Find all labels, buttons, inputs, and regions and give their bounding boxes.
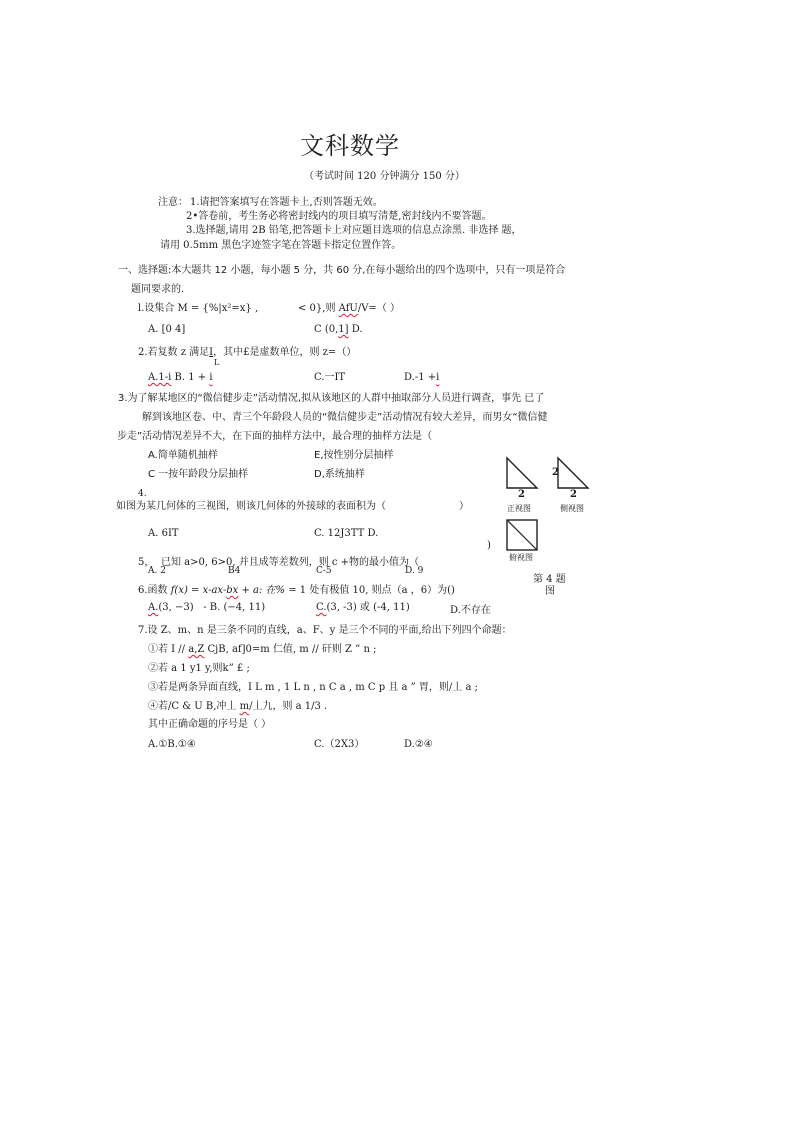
q4-option-a: A. 6IT: [148, 528, 179, 539]
side-view-triangle: [558, 458, 588, 488]
q6-options-a-b: A.(3, −3) - B. (−4, 11): [148, 602, 266, 613]
q1-option-c-d: C (0,1] D.: [314, 324, 363, 335]
q3-line-2: 解到该地区卷、中、青三个年龄段人员的“微信健步走”活动情况有较大差异，而男女“微信健: [142, 412, 548, 423]
note-3-continued: 请用 0.5mm 黑色字迹签字笔在答题卡指定位置作答。: [160, 240, 402, 251]
top-view-label: 俯视图: [509, 553, 533, 562]
q4-stray-paren: ): [487, 540, 491, 551]
side-view-label: 侧视图: [560, 504, 584, 513]
side-view-dimension: 2: [570, 489, 577, 500]
front-view-dimension: 2: [518, 489, 525, 500]
top-view-diagonal: [507, 520, 537, 550]
front-view-label: 正视图: [507, 504, 531, 513]
q7-option-d: D.②④: [404, 739, 433, 750]
q6-option-d: D.不存在: [450, 605, 491, 616]
notes-label: 注意：: [158, 197, 188, 208]
q5-number: 5，: [138, 557, 155, 568]
note-2: 2•答卷前，考生务必将密封线内的项目填写清楚,密封线内不要答题。: [186, 211, 492, 222]
q7-proposition-3: ③若是两条异面直线，I L m , 1 L n , n C a , m C p 且 a ” 胃，则/丄 a ;: [148, 682, 478, 693]
q5-stem: 已知 a>0, 6>0, 并且成等差数列，则 c +物的最小值为（: [161, 557, 420, 568]
section-heading: 一、选择题:本大题共 12 小题，每小题 5 分，共 60 分,在每小题给出的四个选项中，只有一项是符合: [118, 265, 566, 276]
q7-question: 其中正确命题的序号是（ ）: [148, 719, 272, 730]
q5-option-a: A. 2: [148, 566, 166, 576]
q3-option-d: D,系统抽样: [314, 469, 365, 480]
q2-subscript: L: [214, 358, 220, 367]
q7-proposition-2: ②若 a 1 y1 y,则k” £ ;: [148, 663, 250, 674]
figure-caption: 第 4 题: [533, 574, 566, 585]
exam-duration: （考试时间 120 分钟满分 150 分）: [304, 171, 465, 182]
q2-option-d: D.-1 +i: [404, 372, 440, 383]
q3-option-b: E,按性别分层抽样: [314, 450, 394, 461]
q3-line-3: 步走”活动情况差异不大，在下面的抽样方法中，最合理的抽样方法是（: [117, 431, 433, 442]
q1-stem-tail: < 0},则 AfU/V=（ ）: [298, 303, 400, 314]
q6-stem: 6.函数 f(x) = x-ax-bx + a: 在% = 1 处有极值 10, 则点（a ，6）为(): [138, 585, 455, 596]
figure-caption-continued: 图: [545, 586, 555, 597]
side-view-height-dimension: 2: [552, 467, 559, 478]
q2-options-a-b: A.1-i B. 1 + i: [148, 372, 213, 383]
q7-proposition-4: ④若/C & U B,冲丄 m/丄九，则 a 1/3 .: [148, 701, 328, 712]
q4-option-c-d: C. 12J3TT D.: [314, 528, 379, 539]
section-heading-continued: 题同要求的.: [131, 284, 185, 295]
note-1: 1.请把答案填写在答题卡上,否则答题无效。: [190, 197, 383, 208]
q5-option-b: B4: [228, 566, 241, 576]
q7-options-a-b: A.①B.①④: [148, 739, 196, 750]
q7-option-c: C.（2X3）: [314, 739, 365, 750]
q4-number: 4.: [138, 489, 147, 499]
q3-option-c: C 一按年龄段分层抽样: [148, 469, 249, 480]
q2-option-c: C.一IT: [314, 372, 346, 383]
q1-option-a: A. [0 4]: [148, 324, 186, 335]
note-3: 3.选择题,请用 2B 铅笔,把答题卡上对应题目选项的信息点涂黑. 非选择 题，: [186, 225, 522, 236]
q7-stem: 7.设 Z、m、n 是三条不同的直线，a、F、y 是三个不同的平面,给出下列四个命题：: [138, 625, 512, 636]
q3-line-1: 3.为了解某地区的“微信健步走”活动情况,拟从该地区的人群中抽取部分人员进行调查，事先 已了: [118, 393, 545, 404]
page-title: 文科数学: [300, 132, 400, 160]
q2-stem: 2.若复数 z 满足I，其中£是虚数单位，则 z=（）: [138, 347, 357, 358]
q5-option-c: C-5: [316, 566, 332, 576]
q1-stem: l.设集合 M = {%|x²=x} ,: [138, 303, 259, 314]
q3-option-a: A.简单随机抽样: [148, 450, 218, 461]
front-view-triangle: [507, 458, 537, 488]
q7-proposition-1: ①若 I // a,Z CjB, af]0=m 仁值, m // 矸则 Z ” n ;: [148, 644, 377, 655]
q4-stem: 如图为某几何体的三视图，则该几何体的外接球的表面积为（: [116, 501, 386, 512]
q6-option-c: C.(3, -3) 或 (-4, 11): [316, 602, 410, 613]
q5-option-d: D. 9: [405, 566, 424, 576]
q4-stem-paren: ）: [459, 501, 469, 512]
